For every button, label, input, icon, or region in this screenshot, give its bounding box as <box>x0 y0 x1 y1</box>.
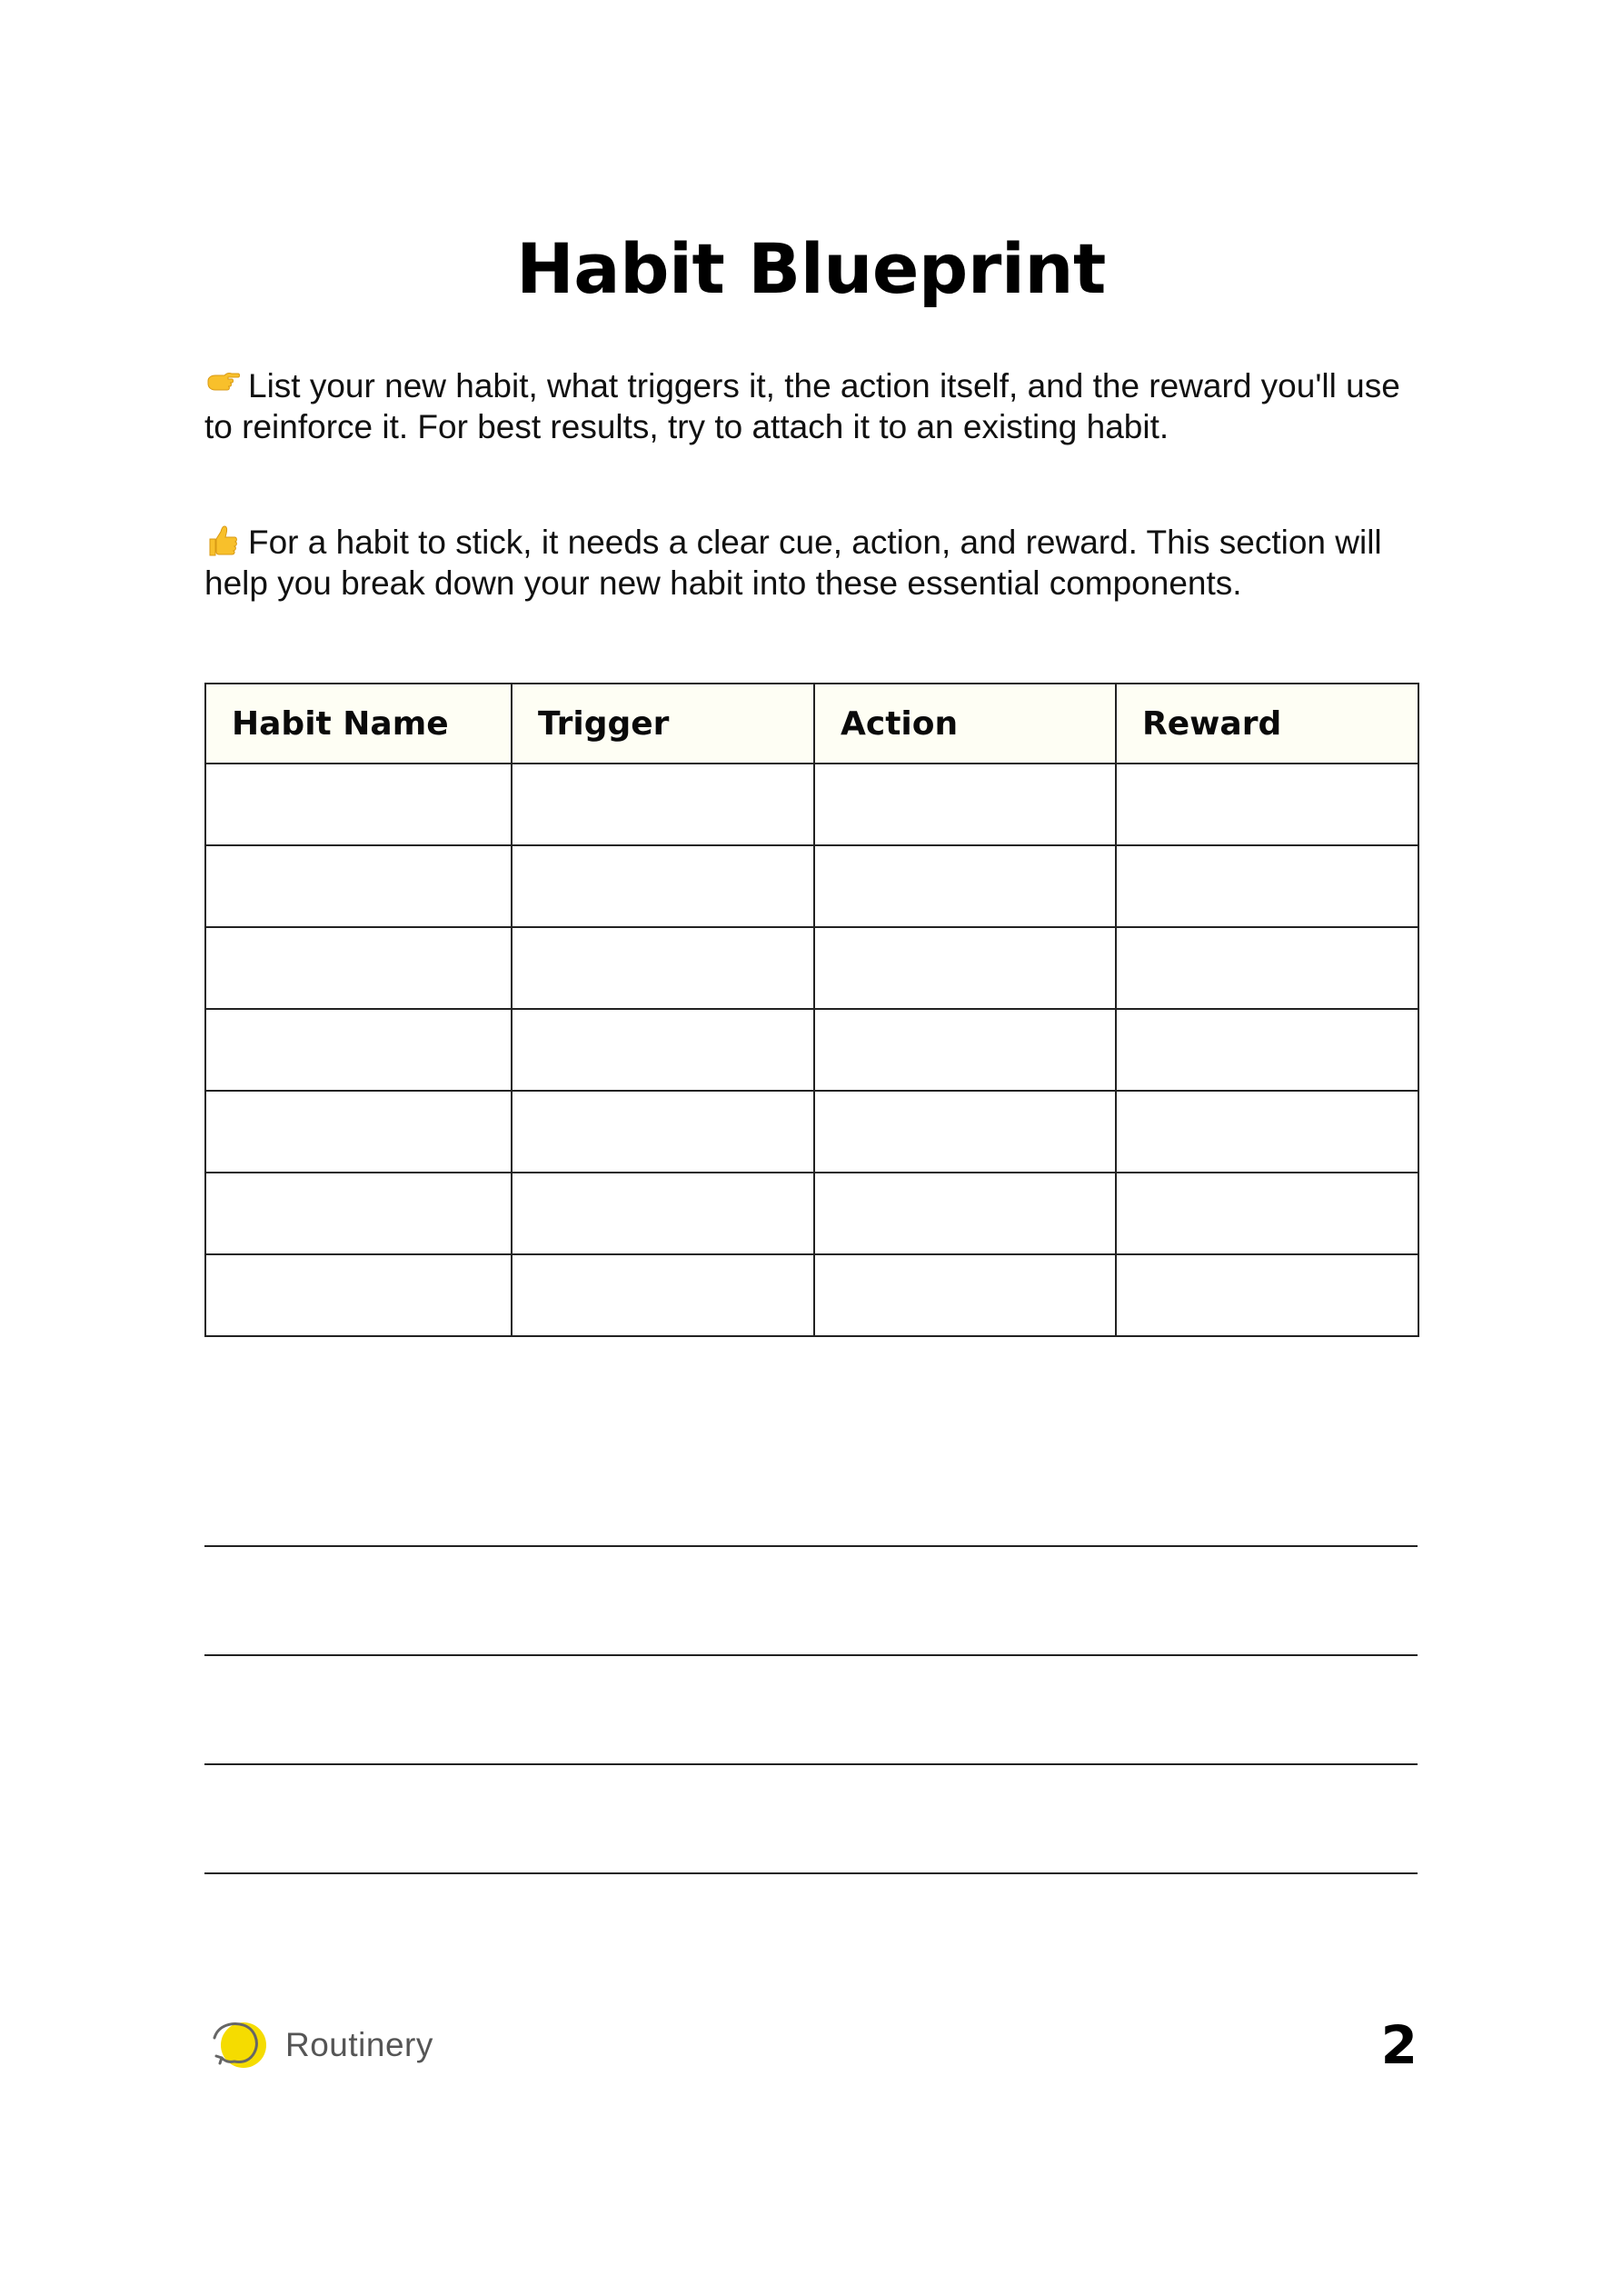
trigger-cell[interactable] <box>512 1009 814 1091</box>
notes-line[interactable] <box>204 1872 1418 1874</box>
table-row <box>205 764 1418 845</box>
page-number: 2 <box>1380 2014 1418 2076</box>
intro-text-2: For a habit to stick, it needs a clear cue, action, and reward. This section will help you break down your new habit into these essential components. <box>204 524 1382 602</box>
habit-name-cell[interactable] <box>205 927 512 1009</box>
action-cell[interactable] <box>814 845 1116 927</box>
column-header-habit-name: Habit Name <box>205 684 512 764</box>
footer-brand <box>209 2016 433 2074</box>
action-cell[interactable] <box>814 1091 1116 1173</box>
reward-cell[interactable] <box>1116 1254 1418 1336</box>
table-row <box>205 927 1418 1009</box>
trigger-cell[interactable] <box>512 927 814 1009</box>
action-cell[interactable] <box>814 1254 1116 1336</box>
table-row <box>205 845 1418 927</box>
table-row <box>205 1173 1418 1254</box>
table-row <box>205 1009 1418 1091</box>
action-cell[interactable] <box>814 764 1116 845</box>
table-row <box>205 1254 1418 1336</box>
brand-name: Routinery <box>285 2026 433 2063</box>
action-cell[interactable] <box>814 927 1116 1009</box>
reward-cell[interactable] <box>1116 927 1418 1009</box>
reward-cell[interactable] <box>1116 764 1418 845</box>
habit-name-cell[interactable] <box>205 1009 512 1091</box>
reward-cell[interactable] <box>1116 1009 1418 1091</box>
habit-name-cell[interactable] <box>205 1091 512 1173</box>
trigger-cell[interactable] <box>512 1254 814 1336</box>
trigger-cell[interactable] <box>512 1091 814 1173</box>
column-header-trigger: Trigger <box>512 684 814 764</box>
habit-name-cell[interactable] <box>205 1173 512 1254</box>
action-cell[interactable] <box>814 1009 1116 1091</box>
routinery-logo-icon <box>209 2016 271 2074</box>
notes-line[interactable] <box>204 1763 1418 1765</box>
trigger-cell[interactable] <box>512 764 814 845</box>
intro-text-1: List your new habit, what triggers it, the action itself, and the reward you'll use to reinforce it. For best results, try to attach it to an existing habit. <box>204 367 1400 445</box>
thumbs-up-icon <box>204 524 241 557</box>
notes-line[interactable] <box>204 1654 1418 1656</box>
trigger-cell[interactable] <box>512 845 814 927</box>
trigger-cell[interactable] <box>512 1173 814 1254</box>
action-cell[interactable] <box>814 1173 1116 1254</box>
column-header-reward: Reward <box>1116 684 1418 764</box>
intro-paragraph-habit-list <box>204 365 1422 447</box>
page-title: Habit Blueprint <box>516 228 1106 309</box>
habit-name-cell[interactable] <box>205 845 512 927</box>
column-header-action: Action <box>814 684 1116 764</box>
habit-name-cell[interactable] <box>205 764 512 845</box>
habit-blueprint-table <box>204 683 1419 1337</box>
habit-name-cell[interactable] <box>205 1254 512 1336</box>
reward-cell[interactable] <box>1116 1091 1418 1173</box>
table-header-row <box>205 684 1418 764</box>
pointing-right-hand-icon <box>204 368 241 401</box>
intro-paragraph-habit-components <box>204 522 1422 604</box>
reward-cell[interactable] <box>1116 845 1418 927</box>
reward-cell[interactable] <box>1116 1173 1418 1254</box>
table-row <box>205 1091 1418 1173</box>
notes-line[interactable] <box>204 1545 1418 1547</box>
